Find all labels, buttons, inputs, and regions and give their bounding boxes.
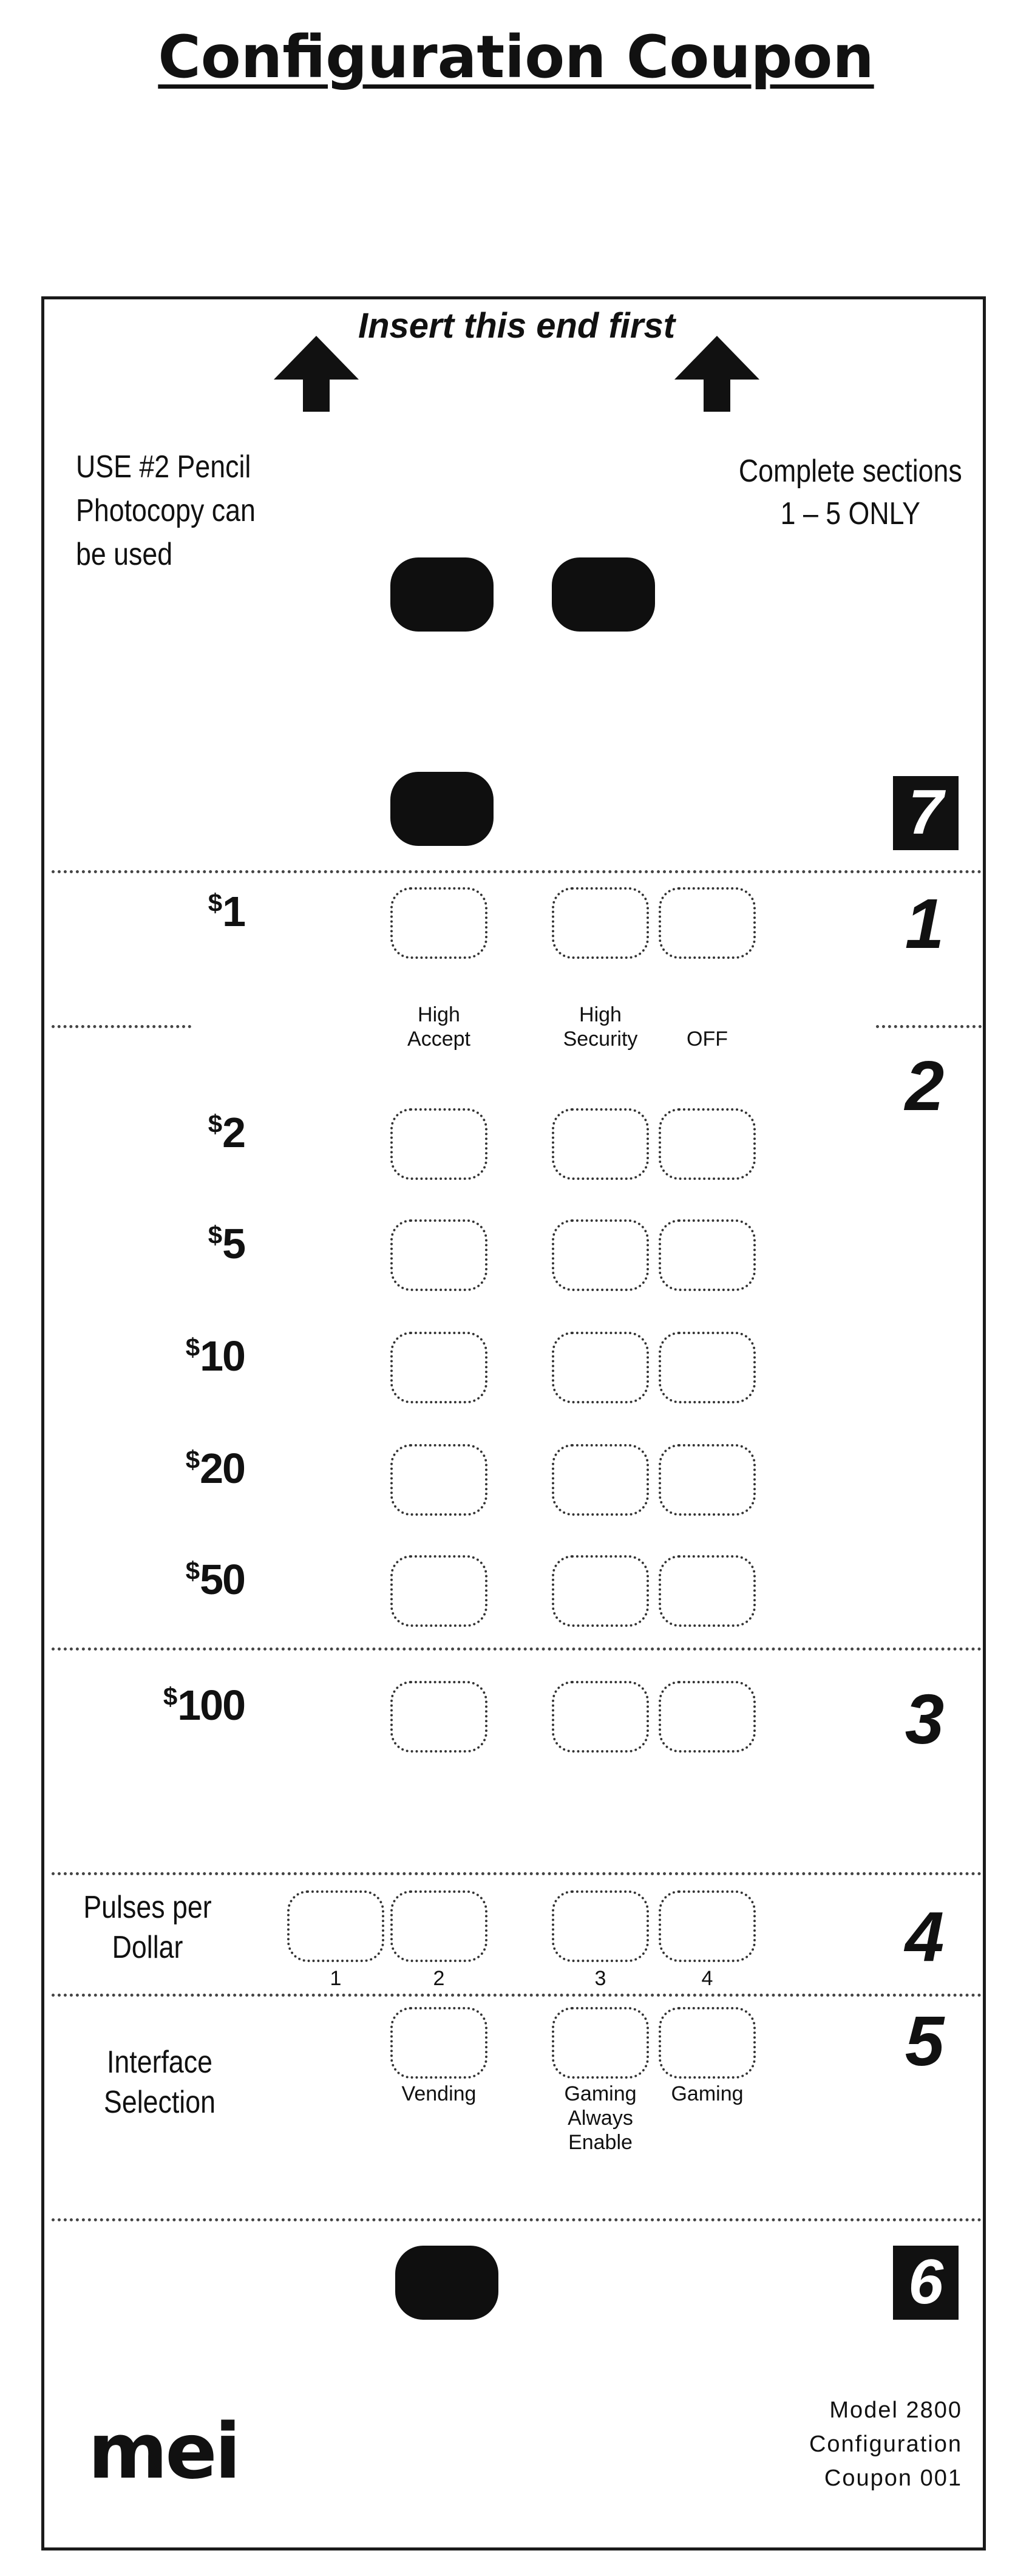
pulse-option-label: 2 [433,1967,445,1990]
section-divider [876,1025,982,1028]
section-4-number: 4 [905,1897,945,1976]
bubble-20-high-accept[interactable] [390,1444,487,1516]
bubble-10-high-accept[interactable] [390,1332,487,1403]
bubble-50-high-security[interactable] [552,1555,649,1627]
timing-mark [395,2246,498,2320]
section-5-number: 5 [905,2002,945,2080]
section-divider [52,1872,982,1875]
bubble-10-high-security[interactable] [552,1332,649,1403]
column-heading-high-security: High Security [563,1003,638,1051]
section-7-badge: 7 [893,776,959,850]
note-line: Complete sections [739,454,962,489]
timing-mark [552,557,655,632]
option-gaming-always-enable-label: Gaming Always Enable [564,2082,637,2154]
bubble-5-high-accept[interactable] [390,1219,487,1291]
bubble-100-high-security[interactable] [552,1681,649,1753]
page-title: Configuration Coupon [158,23,874,91]
denomination-label: $5 [208,1220,245,1267]
option-gaming-label: Gaming [671,2082,744,2105]
bubble-2-high-accept[interactable] [390,1108,487,1180]
option-vending-label: Vending [401,2082,477,2105]
bubble-gaming-always-enable[interactable] [552,2007,649,2079]
note-line: Photocopy can [76,493,256,528]
section-3-number: 3 [905,1680,945,1759]
denomination-label: $10 [185,1332,245,1380]
bubble-gaming[interactable] [659,2007,756,2079]
section-2-number: 2 [905,1046,945,1125]
denomination-label: $100 [163,1682,245,1729]
denomination-label: $20 [185,1445,245,1492]
section-6-badge: 6 [893,2246,959,2320]
denomination-label: $1 [208,888,245,935]
column-heading-high-accept: High Accept [407,1003,470,1051]
denomination-label: $2 [208,1109,245,1156]
note-line: USE #2 Pencil [76,449,251,485]
mei-logo: mei [88,2407,239,2496]
arrow-up-icon [674,336,759,412]
bubble-2-high-security[interactable] [552,1108,649,1180]
bubble-1-high-accept[interactable] [390,887,487,959]
bubble-20-off[interactable] [659,1444,756,1516]
section-divider [52,1994,982,1997]
bubble-pulse-4[interactable] [659,1890,756,1962]
coupon-card [41,296,986,2550]
section-1-number: 1 [905,884,945,963]
insert-instruction: Insert this end first [358,306,676,346]
bubble-1-off[interactable] [659,887,756,959]
pencil-instructions [76,445,256,576]
bubble-2-off[interactable] [659,1108,756,1180]
bubble-20-high-security[interactable] [552,1444,649,1516]
note-line: 1 – 5 ONLY [780,496,921,531]
bubble-1-high-security[interactable] [552,887,649,959]
timing-mark [390,557,494,632]
denomination-label: $50 [185,1556,245,1603]
model-info: Model 2800 Configuration Coupon 001 [809,2397,962,2491]
bubble-10-off[interactable] [659,1332,756,1403]
column-heading-off: OFF [687,1027,728,1051]
bubble-50-off[interactable] [659,1555,756,1627]
bubble-pulse-2[interactable] [390,1890,487,1962]
note-line: be used [76,537,173,572]
pulse-option-label: 4 [701,1967,713,1990]
arrow-up-icon [274,336,359,412]
bubble-vending[interactable] [390,2007,487,2079]
section-divider [52,1647,982,1651]
section-divider [52,870,982,873]
bubble-100-off[interactable] [659,1681,756,1753]
bubble-5-off[interactable] [659,1219,756,1291]
timing-mark [390,772,494,846]
bubble-100-high-accept[interactable] [390,1681,487,1753]
bubble-pulse-3[interactable] [552,1890,649,1962]
section-divider [52,1025,191,1028]
sections-instruction [739,450,962,535]
section-divider [52,2218,982,2221]
pulses-label: Pulses per Dollar [83,1890,212,1965]
bubble-5-high-security[interactable] [552,1219,649,1291]
interface-label: Interface Selection [104,2045,216,2120]
bubble-pulse-1[interactable] [287,1890,384,1962]
bubble-50-high-accept[interactable] [390,1555,487,1627]
pulse-option-label: 3 [594,1967,606,1990]
pulse-option-label: 1 [330,1967,342,1990]
